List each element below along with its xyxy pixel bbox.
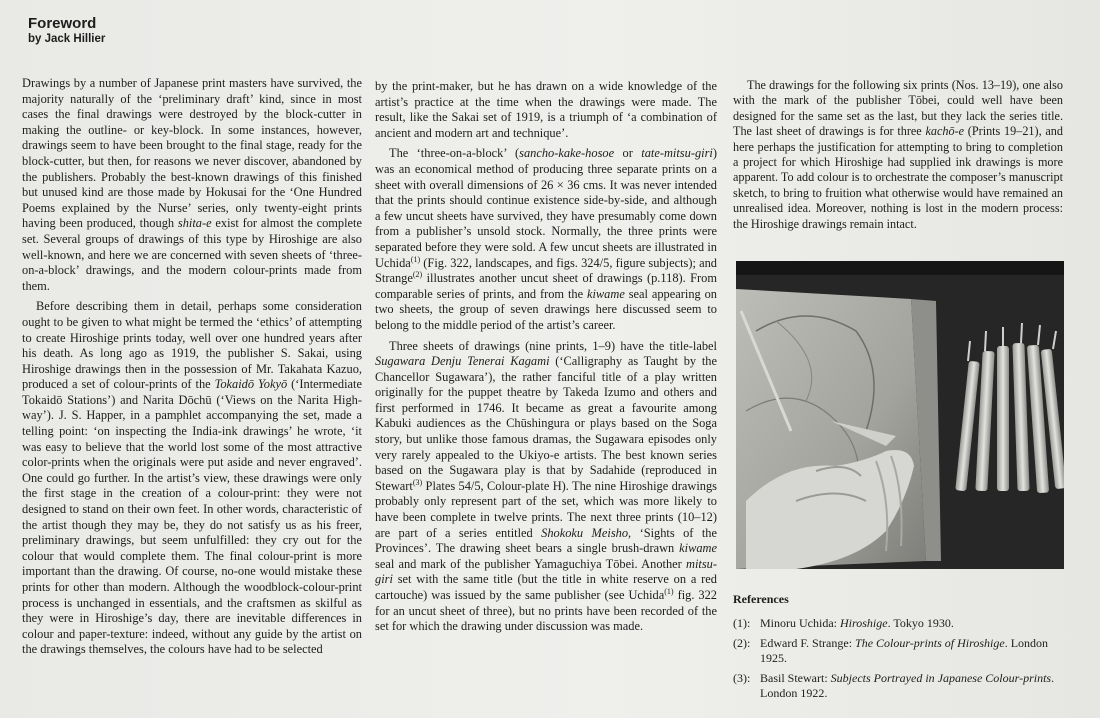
author-byline: by Jack Hillier	[28, 33, 106, 45]
paragraph: by the print-maker, but he has drawn on a wide knowledge of the artist’s practice at the time when the drawings were made. The result, like the Sakai set of 1919, is a triumph of ‘a combination of ancient and modern art and technique’.	[375, 79, 717, 140]
paragraph: The ‘three-on-a-block’ (sancho-kake-hosoe or tate-mitsu-giri) was an economical method of producing three separate prints on a sheet with overall dimensions of 26 × 36 cms. It was never intended that the prints should continue existence side-by-side, and although a few uncut sheets have survived, they have presumably come down from a publisher’s unsold stock. Normally, the three prints were separated before they were sold. A few uncut sheets are illustrated in Uchida$^{(1)}$ (Fig. 322, landscapes, and figs. 324/5, figure subjects); and Strange$^{(2)}$ illustrates another uncut sheet of drawings (p.118). From comparable series of prints, and from the kiwame seal appearing on two sheets, the group of seven drawings here discussed seem to belong to the middle period of the artist’s career.	[375, 146, 717, 332]
paragraph: The drawings for the following six prints (Nos. 13–19), one also with the mark of the publisher Tōbei, could well have been designed for the same set as the last, but they lack the series title. The last sheet of drawings is for three kachō-e (Prints 19–21), and here perhaps the justification for attempting to bring to completion a project for which Hiroshige had supplied ink drawings is more apparent. To add colour is to orchestrate the composer’s manuscript sketch, to bring to fruition what otherwise would have remained an unrealised idea. Moreover, nothing is lost in the modern process: the Hiroshige drawings remain intact.	[733, 78, 1063, 231]
references-section	[733, 592, 1073, 706]
carving-photo-illustration	[736, 261, 1064, 569]
text-column-3	[733, 78, 1063, 232]
reference-item: (2): Edward F. Strange: The Colour-prints of Hiroshige. London 1925.	[733, 636, 1049, 665]
page-title: Foreword	[28, 15, 97, 32]
reference-item: (1): Minoru Uchida: Hiroshige. Tokyo 1930.	[733, 616, 954, 630]
paragraph: Three sheets of drawings (nine prints, 1–9) have the title-label Sugawara Denju Tenerai Kagami (‘Calligraphy as Taught by the Chancellor Sugawara’), the rather fanciful title of a play written originally for the puppet theatre by Takeda Izumo and others and first performed in 1746. It became as great a favourite among Kabuki audiences as the Chūshingura or plays based on the Soga story, but unlike those famous dramas, the Sugawara episodes only very rarely appealed to the Ukiyo-e artists. The best known series based on the Sugawara play is that by Sadahide (reproduced in Stewart$^{(3)}$ Plates 54/5, Colour-plate H). The nine Hiroshige drawings probably only represent part of the set, which was more likely to have been complete in twelve prints. The next three prints (10–12) are part of a series entitled Shokoku Meisho, ‘Sights of the Provinces’. The drawing sheet bears a single brush-drawn kiwame seal and mark of the publisher Yamaguchiya Tōbei. Another mitsu-giri set with the same title (but the title in white reserve on a red cartouche) was issued by the same publisher (see Uchida$^{(1)}$ fig. 322 for an uncut sheet of three), but no prints have been recorded of the set for which the drawing under discussion was made.	[375, 338, 718, 634]
woodblock-carving-photo	[736, 261, 1064, 569]
text-column-2	[375, 79, 717, 635]
paragraph: Before describing them in detail, perhaps some consideration ought to be given to what might be termed the ‘ethics’ of attempting to create Hiroshige prints today, well over one hundred years after his death. As long ago as 1919, the publisher S. Sakai, using Hiroshige drawings then in the possession of Mr. Takahata Kazuo, produced a set of colour-prints of the Tokaidō Yokyō (‘Intermediate Tokaidō Stations’) and Narita Dōchū (‘Views on the Narita High-way’). J. S. Happer, in a pamphlet accompanying the set, made a telling point: ‘on inspecting the India-ink drawings’ he wrote, ‘it was easy to believe that the world lost some of the most attractive color-prints when the originals were put aside and never engraved’. One could go further. In the artist’s view, these drawings were only the first stage in the creation of a colour-print: they were not designed to stand on their own feet. In other words, characteristic of the artist though they may be, they do not satisfy us as his freer, preliminary drawings, but seem unfulfilled: they cry out for the colour that would complete them. The final colour-print is more important than the drawing. Of course, no-one would mistake these prints for other than modern. Although the woodblock-colour-print process is unchanged in essentials, and the craftsmen as skilful as they were in Hiroshige’s day, there are inevitable differences in colour and paper-texture: indeed, without any guide by the artist on the drawings themselves, the colours have had to be selected	[22, 299, 362, 657]
paragraph: Drawings by a number of Japanese print masters have survived, the majority naturally of the ‘preliminary draft’ kind, since in most cases the final drawings were destroyed by the block-cutter in making the outline- or key-block. In some instances, however, drawings seem to have been brought to the final stage, ready for the block-cutter, but then, for reasons we never discover, abandoned by the publishers. Probably the best-known drawings of this finished but unused kind are those made by Hokusai for the ‘One Hundred Poems explained by the Nurse’ series, only twenty-eight prints having been produced, though shita-e exist for almost the complete set. Several groups of drawings of this type by Hiroshige are also well-known, and here we are concerned with seven sheets of ‘three-on-a-block’ drawings, and the modern colour-prints made from them.	[22, 76, 362, 293]
reference-item: (3): Basil Stewart: Subjects Portrayed in Japanese Colour-prints. London 1922.	[733, 671, 1055, 700]
text-column-1	[22, 76, 362, 658]
references-heading: References	[733, 592, 789, 606]
